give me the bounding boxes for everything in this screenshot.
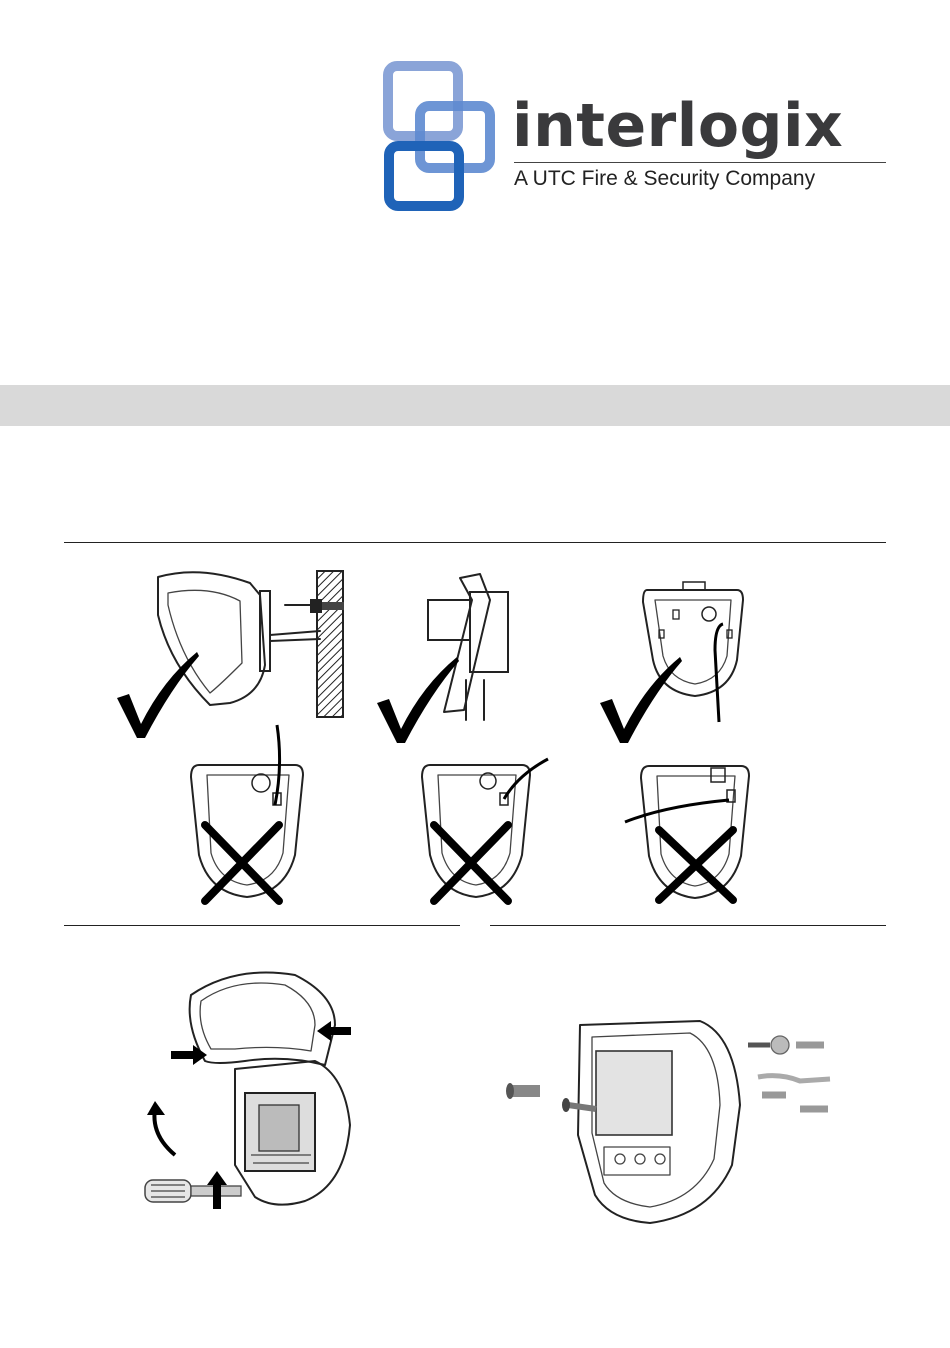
title-band (0, 385, 950, 426)
back-plate-incorrect-cable-top-figure (185, 725, 315, 905)
section-divider-left (64, 925, 460, 926)
section-divider-right (490, 925, 886, 926)
brand-divider (514, 162, 886, 163)
brand-name: interlogix (512, 91, 844, 161)
check-mark-icon (375, 655, 460, 745)
section-divider-top (64, 542, 886, 543)
interlogix-logo-icon (382, 62, 498, 212)
base-screws-exploded-figure (500, 1015, 840, 1230)
back-plate-incorrect-cable-side-figure (418, 755, 558, 905)
brand-tagline: A UTC Fire & Security Company (514, 167, 816, 190)
back-plate-incorrect-cable-across-figure (625, 760, 765, 905)
check-mark-icon (598, 655, 683, 745)
detector-opening-figure (135, 965, 365, 1215)
